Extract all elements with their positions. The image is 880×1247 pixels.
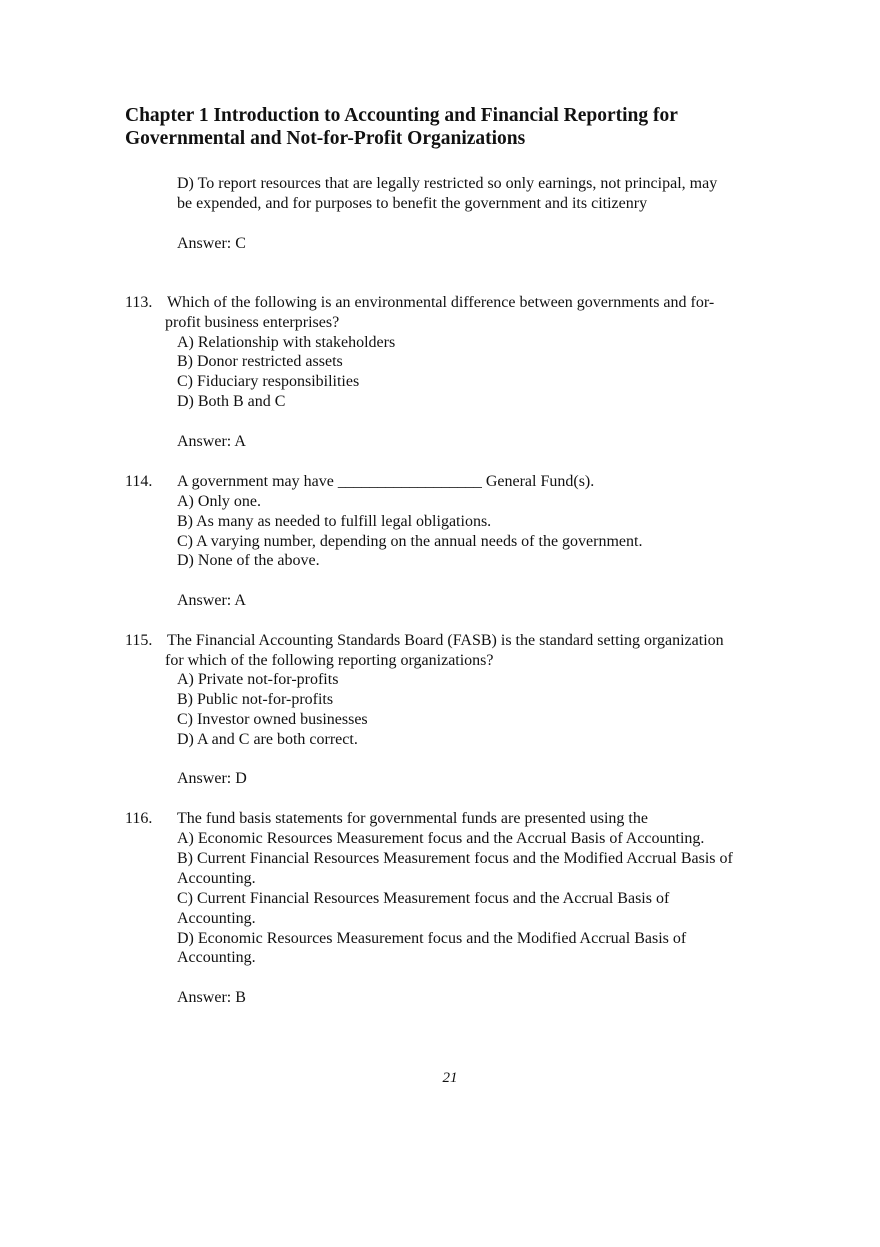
question-115-option-b: B) Public not-for-profits — [177, 691, 334, 708]
question-116-option-b-line-1: B) Current Financial Resources Measurement focus and the Modified Accrual Basis of — [177, 850, 733, 867]
carryover-answer: Answer: C — [177, 235, 246, 252]
question-116-option-a: A) Economic Resources Measurement focus and the Accrual Basis of Accounting. — [177, 830, 705, 847]
question-116-number: 116. — [125, 810, 153, 827]
question-116-option-b-line-2: Accounting. — [177, 870, 256, 887]
question-113-option-d: D) Both B and C — [177, 393, 286, 410]
question-116-option-d-line-1: D) Economic Resources Measurement focus and the Modified Accrual Basis of — [177, 930, 687, 947]
page-number: 21 — [442, 1070, 458, 1086]
question-114-option-a: A) Only one. — [177, 493, 261, 510]
chapter-title-line-2: Governmental and Not-for-Profit Organizations — [125, 128, 526, 149]
question-113-option-c: C) Fiduciary responsibilities — [177, 373, 360, 390]
carryover-option-d-line-2: be expended, and for purposes to benefit the government and its citizenry — [177, 195, 648, 212]
question-114-option-c: C) A varying number, depending on the annual needs of the government. — [177, 533, 643, 550]
question-113-answer: Answer: A — [177, 433, 246, 450]
question-116-answer: Answer: B — [177, 989, 246, 1006]
question-114-number: 114. — [125, 473, 153, 490]
question-115-number: 115. — [125, 632, 153, 649]
question-114-option-d: D) None of the above. — [177, 552, 320, 569]
question-114-option-b: B) As many as needed to fulfill legal obligations. — [177, 513, 492, 530]
question-116-option-d-line-2: Accounting. — [177, 949, 256, 966]
question-115-option-d: D) A and C are both correct. — [177, 731, 358, 748]
question-115-stem-line-2: for which of the following reporting organizations? — [165, 652, 494, 669]
question-113-option-b: B) Donor restricted assets — [177, 353, 343, 370]
question-114-answer: Answer: A — [177, 592, 246, 609]
chapter-title-line-1: Chapter 1 Introduction to Accounting and Financial Reporting for — [125, 105, 678, 126]
carryover-option-d-line-1: D) To report resources that are legally restricted so only earnings, not principal, may — [177, 175, 718, 192]
question-115-answer: Answer: D — [177, 770, 247, 787]
question-115-option-a: A) Private not-for-profits — [177, 671, 339, 688]
question-116-option-c-line-1: C) Current Financial Resources Measurement focus and the Accrual Basis of — [177, 890, 670, 907]
question-113-stem-line-2: profit business enterprises? — [165, 314, 340, 331]
question-114-stem: A government may have __________________ General Fund(s). — [177, 473, 595, 490]
question-115-option-c: C) Investor owned businesses — [177, 711, 368, 728]
chapter-title — [125, 104, 805, 150]
question-116-stem: The fund basis statements for governmental funds are presented using the — [177, 810, 648, 827]
question-113-stem-line-1: Which of the following is an environmental difference between governments and for- — [167, 294, 715, 311]
question-113-option-a: A) Relationship with stakeholders — [177, 334, 396, 351]
question-116-option-c-line-2: Accounting. — [177, 910, 256, 927]
question-115-stem-line-1: The Financial Accounting Standards Board (FASB) is the standard setting organization — [167, 632, 724, 649]
question-113-number: 113. — [125, 294, 153, 311]
